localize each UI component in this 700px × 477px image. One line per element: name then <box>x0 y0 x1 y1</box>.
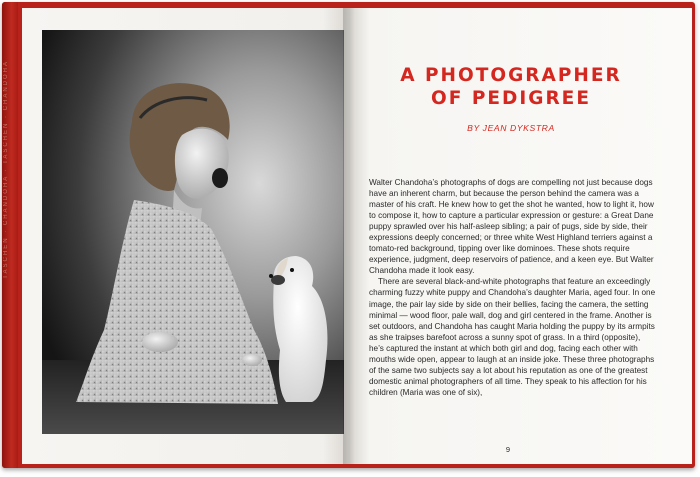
article-body <box>369 177 657 398</box>
paragraph-2: There are several black-and-white photographs that feature an exceedingly charming fuzzy white puppy and Chandoha’s daughter Maria, aged four. In one image, the pair lay side by side on their bellies, facing the camera, the setting minimal — wood floor, pale wall, dog and girl centered in the frame. Another is set outdoors, and Chandoha has caught Maria holding the puppy by its armpits as she traipses barefoot across a sunny spot of grass. In a third (opposite), he’s captured the instant at which both girl and dog, facing each other with mouths wide open, appear to laugh at an inside joke. These three photographs of the same two subjects say a lot about his reputation as one of the greatest domestic animal photographers of all time. They speak to his affection for his children (Maria was one of six), <box>369 277 656 397</box>
title-line-1: A PHOTOGRAPHER <box>400 65 622 86</box>
article-title <box>366 64 656 110</box>
gutter-shadow <box>343 8 355 464</box>
spine-text: TASCHEN · CHANDOHA · TASCHEN · CHANDOHA <box>3 60 9 279</box>
page-number: 9 <box>505 445 511 454</box>
photo-girl-and-puppy <box>42 30 344 434</box>
paragraph-1: Walter Chandoha’s photographs of dogs are compelling not just because dogs have an inherent charm, but because the person behind the camera was a master of his craft. He knew how to get the shot he wanted, how to light it, how to compose it, how to capture a particular expression or gesture: a Great Dane puppy sprawled over his half-asleep sibling; a pair of pugs, side by side, their expressions deeply concerned; or three white West Highland terriers against a tomato-red background, tipping over like dominoes. These shots require experience, judgment, deep reservoirs of patience, and a keen eye. But Walter Chandoha made it look easy. <box>369 178 654 276</box>
title-line-2: OF PEDIGREE <box>431 88 591 109</box>
article-byline: BY JEAN DYKSTRA <box>467 123 555 133</box>
